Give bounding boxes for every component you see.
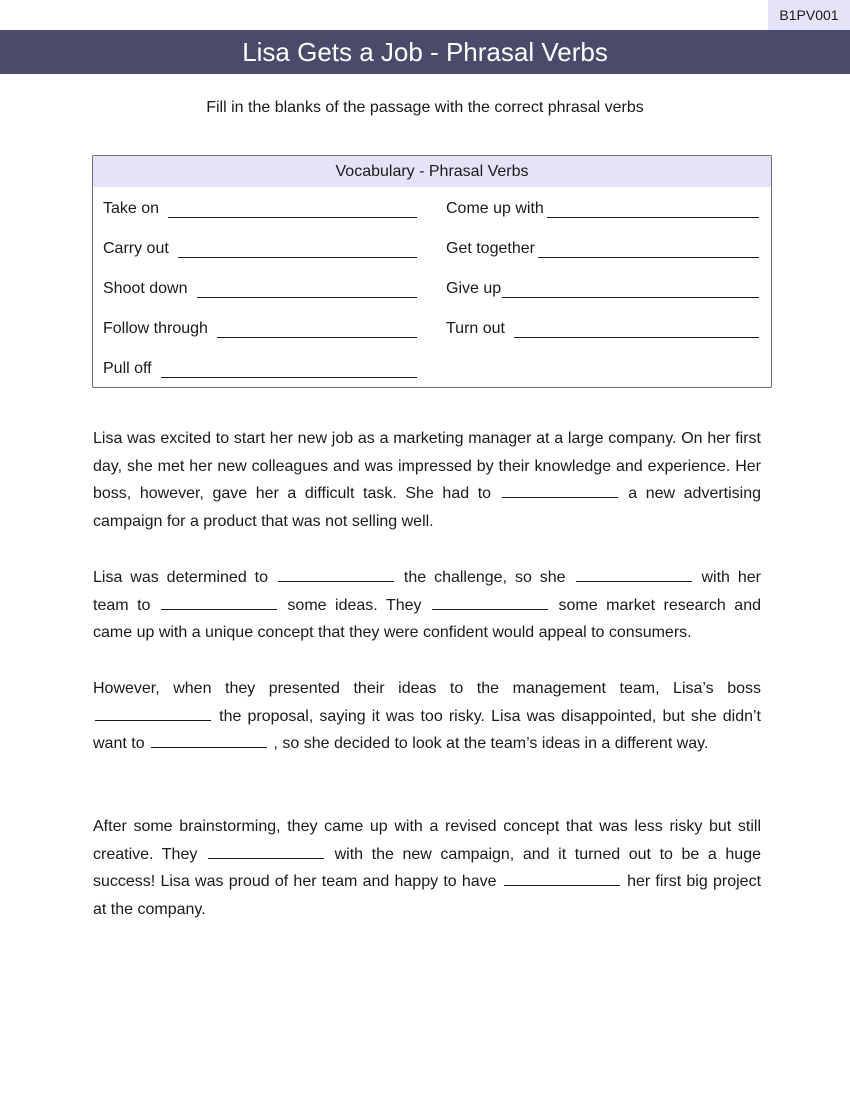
- vocab-term: Come up with: [446, 200, 544, 217]
- answer-line[interactable]: [168, 197, 417, 218]
- vocab-term: Turn out: [446, 320, 505, 337]
- passage-paragraph-2: [93, 564, 761, 647]
- page-title: Lisa Gets a Job - Phrasal Verbs: [0, 30, 850, 74]
- answer-line[interactable]: [514, 317, 759, 338]
- vocabulary-header: Vocabulary - Phrasal Verbs: [93, 156, 771, 187]
- vocab-item-carry-out: [103, 234, 417, 258]
- vocab-item-get-together: [446, 234, 759, 258]
- blank-field[interactable]: [95, 704, 211, 721]
- passage-text: However, when they presented their ideas to the management team, Lisa’s boss: [93, 680, 761, 697]
- passage-text: some ideas. They: [287, 596, 422, 614]
- passage-text: , so she decided to look at the team’s ideas in a different way.: [273, 735, 709, 753]
- answer-line[interactable]: [197, 277, 417, 298]
- blank-field[interactable]: [432, 593, 548, 610]
- vocab-term: Take on: [103, 200, 160, 217]
- vocab-item-come-up-with: [446, 194, 759, 218]
- blank-field[interactable]: [161, 593, 277, 610]
- vocab-term: Pull off: [103, 360, 152, 377]
- passage-text: Lisa was determined to: [93, 569, 269, 586]
- passage-text: After some brainstorming, they came up with a revised concept that was less risky but still creative. They: [93, 818, 761, 863]
- passage-text: with her team to: [93, 569, 761, 614]
- answer-line[interactable]: [217, 317, 417, 338]
- passage-text: a new advertising campaign for a product that was not selling well.: [93, 485, 762, 531]
- blank-field[interactable]: [504, 869, 620, 886]
- answer-line[interactable]: [538, 237, 759, 258]
- passage-text: some market research and came up with a unique concept that they were confident would appeal to consumers.: [93, 596, 761, 642]
- passage-paragraph-4: [93, 813, 761, 924]
- worksheet-code: B1PV001: [768, 0, 850, 30]
- answer-line[interactable]: [547, 197, 759, 218]
- blank-field[interactable]: [151, 731, 267, 748]
- passage-text: the challenge, so she: [403, 569, 566, 586]
- vocab-item-give-up: [446, 274, 759, 298]
- passage-paragraph-1: [93, 425, 761, 536]
- blank-field[interactable]: [278, 565, 394, 582]
- vocab-item-turn-out: [446, 314, 759, 338]
- vocab-term: Follow through: [103, 320, 208, 337]
- vocab-term: Shoot down: [103, 280, 188, 297]
- vocab-term: Get together: [446, 240, 535, 257]
- answer-line[interactable]: [502, 277, 759, 298]
- vocab-term: Carry out: [103, 240, 169, 257]
- vocab-item-follow-through: [103, 314, 417, 338]
- answer-line[interactable]: [161, 357, 417, 378]
- passage-text: with the new campaign, and it turned out to be a huge success! Lisa was proud of her team and happy to have: [93, 845, 761, 891]
- vocab-item-shoot-down: [103, 274, 417, 298]
- vocab-item-pull-off: [103, 354, 417, 378]
- passage-text: Lisa was excited to start her new job as a marketing manager at a large company. On her first day, she met her new colleagues and was impressed by their knowledge and experience. Her boss, however, gave her a difficult task. She had to: [93, 430, 761, 503]
- vocabulary-box: [92, 155, 772, 388]
- passage-text: her first big project at the company.: [93, 873, 762, 919]
- blank-field[interactable]: [502, 481, 618, 498]
- blank-field[interactable]: [576, 565, 692, 582]
- passage-text: the proposal, saying it was too risky. Lisa was disappointed, but she didn’t want to: [93, 707, 761, 753]
- answer-line[interactable]: [178, 237, 417, 258]
- blank-field[interactable]: [208, 842, 324, 859]
- passage-paragraph-3: [93, 675, 761, 758]
- instruction-text: Fill in the blanks of the passage with the correct phrasal verbs: [206, 99, 644, 116]
- vocab-term: Give up: [446, 280, 502, 297]
- vocab-item-take-on: [103, 194, 417, 218]
